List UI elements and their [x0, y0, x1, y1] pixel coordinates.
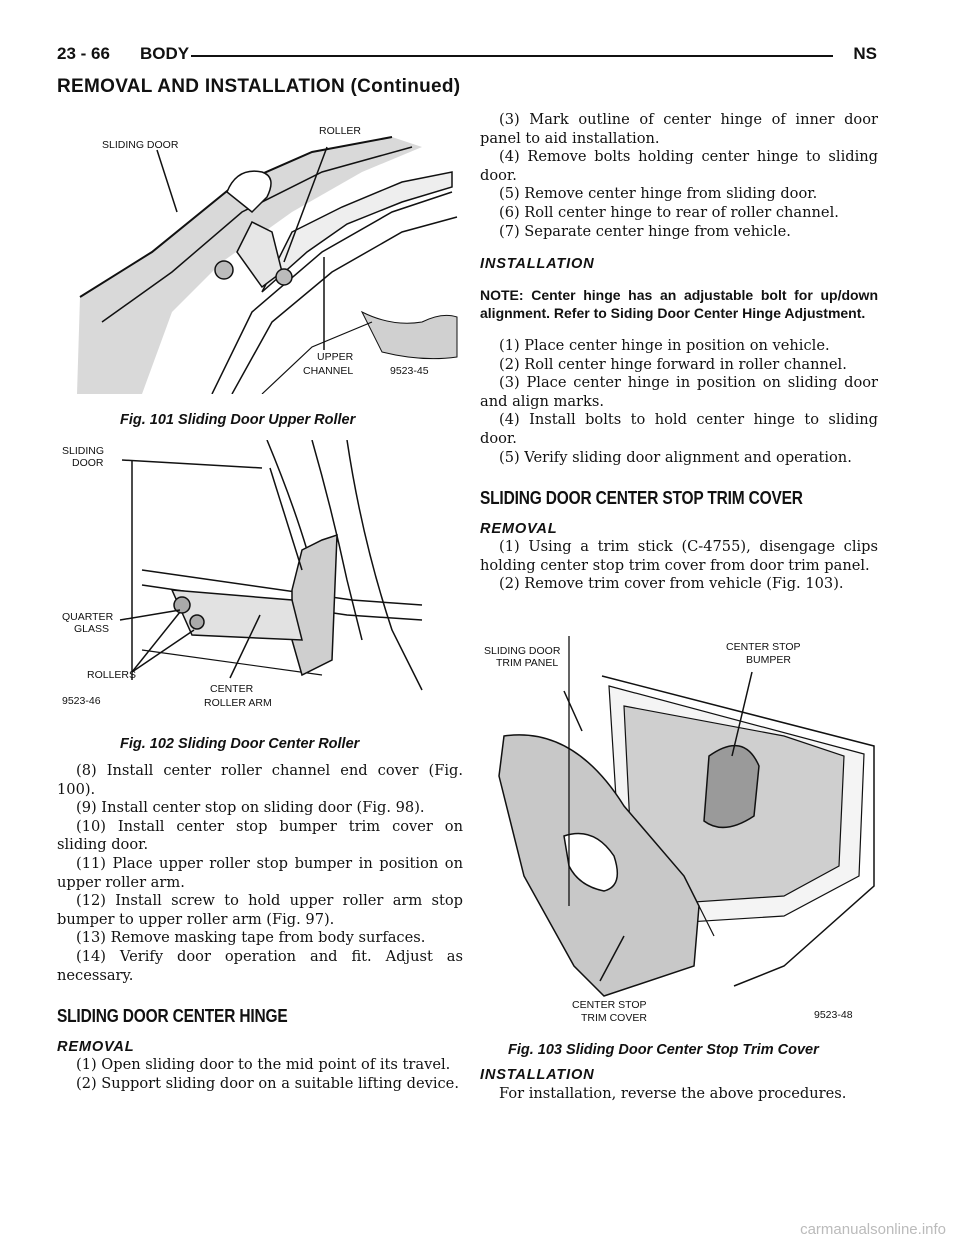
center-stop-bumper-shape: [704, 746, 759, 828]
hinge-install-step-3: (3) Place center hinge in position on sliding door and align marks.: [480, 374, 878, 410]
hinge-install-step-4: (4) Install bolts to hold center hinge to sliding door.: [480, 411, 878, 447]
fig102-label-glass: GLASS: [74, 623, 110, 635]
hinge-removal-step-4: (4) Remove bolts holding center hinge to sliding door.: [480, 148, 878, 184]
section-name: BODY: [140, 44, 190, 63]
left-step-12: (12) Install screw to hold upper roller arm stop bumper to upper roller arm (Fig. 97).: [57, 892, 463, 928]
trim-removal-step-1: (1) Using a trim stick (C-4755), disengage clips holding center stop trim cover from door trim panel.: [480, 538, 878, 574]
hinge-removal-heading: REMOVAL: [57, 1038, 135, 1055]
left-step-14: (14) Verify door operation and fit. Adjust as necessary.: [57, 947, 463, 984]
fig101-caption: Fig. 101 Sliding Door Upper Roller: [120, 412, 356, 428]
hinge-install-step-1: (1) Place center hinge in position on vehicle.: [499, 336, 830, 354]
fig101-illustration: [62, 112, 462, 394]
fig103-caption: Fig. 103 Sliding Door Center Stop Trim Cover: [508, 1042, 819, 1058]
fig102-label-roller-arm: ROLLER ARM: [204, 697, 272, 709]
page-number: 23 - 66: [57, 44, 110, 63]
fig102-caption: Fig. 102 Sliding Door Center Roller: [120, 736, 360, 752]
hinge-removal-step-7: (7) Separate center hinge from vehicle.: [499, 222, 791, 240]
hinge-install-step-5: (5) Verify sliding door alignment and operation.: [499, 448, 852, 466]
trim-removal-heading: REMOVAL: [480, 520, 558, 537]
hinge-installation-heading: INSTALLATION: [480, 256, 595, 273]
fig101-label-roller: ROLLER: [319, 125, 362, 137]
fig101-label-channel: CHANNEL: [303, 365, 354, 377]
fig103-label-trim-cover: TRIM COVER: [581, 1012, 647, 1024]
hinge-removal-step-1: (1) Open sliding door to the mid point of its travel.: [76, 1056, 451, 1074]
fig102-label-quarter: QUARTER: [62, 611, 114, 623]
hinge-removal-step-5: (5) Remove center hinge from sliding door.: [499, 185, 818, 203]
left-step-8: (8) Install center roller channel end cover (Fig. 100).: [57, 762, 463, 798]
right-column-text: [480, 111, 878, 594]
fig102-label-rollers: ROLLERS: [87, 669, 137, 681]
trim-installation-heading: INSTALLATION: [480, 1067, 595, 1083]
left-step-11: (11) Place upper roller stop bumper in position on upper roller arm.: [57, 854, 463, 891]
continued-title: REMOVAL AND INSTALLATION (Continued): [57, 76, 461, 97]
fig102-label-door: DOOR: [72, 457, 104, 469]
left-step-9: (9) Install center stop on sliding door (Fig. 98).: [76, 799, 425, 817]
left-step-10: (10) Install center stop bumper trim cover on sliding door.: [57, 817, 463, 854]
header-rule: [191, 55, 833, 57]
fig102-illustration: [62, 440, 462, 722]
hinge-removal-step-2: (2) Support sliding door on a suitable lifting device.: [76, 1074, 459, 1092]
fig103-label-center-stop: CENTER STOP: [726, 641, 801, 653]
watermark: carmanualsonline.info: [800, 1221, 946, 1238]
fig102-label-center: CENTER: [210, 683, 254, 695]
page-header: [57, 44, 877, 72]
hinge-note: NOTE: Center hinge has an adjustable bolt for up/down alignment. Refer to Siding Door Center Hinge Adjustment.: [480, 286, 878, 322]
model-code: NS: [853, 44, 877, 63]
fig103-label-center-stop-2: CENTER STOP: [572, 999, 647, 1011]
fig103-illustration: [484, 636, 878, 1030]
left-column-text: [57, 762, 463, 1094]
hinge-removal-step-6: (6) Roll center hinge to rear of roller channel.: [499, 203, 839, 221]
trim-section-title: SLIDING DOOR CENTER STOP TRIM COVER: [480, 488, 803, 509]
trim-installation-text: For installation, reverse the above procedures.: [499, 1084, 847, 1102]
left-step-13: (13) Remove masking tape from body surfaces.: [76, 929, 426, 947]
fig103-label-bumper: BUMPER: [746, 654, 791, 666]
hinge-install-step-2: (2) Roll center hinge forward in roller channel.: [499, 355, 847, 373]
trim-removal-step-2: (2) Remove trim cover from vehicle (Fig. 103).: [499, 575, 844, 593]
fig102-label-code: 9523-46: [62, 695, 101, 707]
fig102-label-sliding: SLIDING: [62, 445, 105, 457]
fig103-label-code: 9523-48: [814, 1009, 853, 1021]
trim-installation-block: [480, 1066, 878, 1103]
center-roller-arm-shape: [292, 535, 337, 675]
fig103-label-trim-panel: TRIM PANEL: [496, 657, 559, 669]
fig101-label-sliding-door: SLIDING DOOR: [102, 139, 179, 151]
fig101-label-code: 9523-45: [390, 365, 429, 377]
fig101-label-upper: UPPER: [317, 351, 354, 363]
hinge-section-title: SLIDING DOOR CENTER HINGE: [57, 1006, 288, 1027]
hinge-removal-step-3: (3) Mark outline of center hinge of inner door panel to aid installation.: [480, 111, 878, 147]
fig103-label-sliding-door: SLIDING DOOR: [484, 645, 561, 657]
